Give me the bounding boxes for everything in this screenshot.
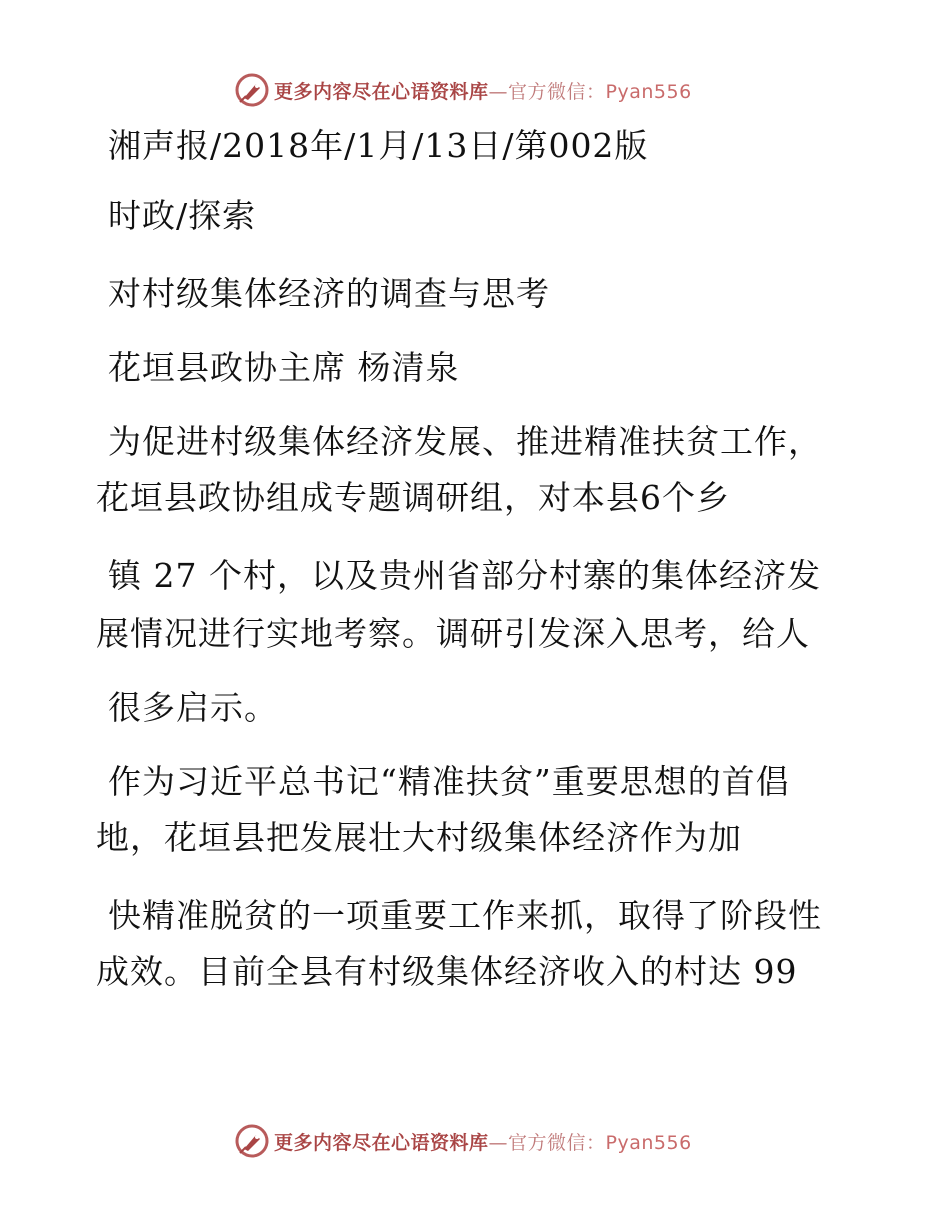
watermark-official: 官方微信： <box>508 80 606 103</box>
author-line: 花垣县政协主席 杨清泉 <box>108 348 460 387</box>
source-line: 湘声报/2018年/1月/13日/第002版 <box>108 126 649 165</box>
watermark-dash: — <box>488 80 509 103</box>
watermark-dash: — <box>488 1131 509 1154</box>
body-line: 作为习近平总书记“精准扶贫”重要思想的首倡 <box>108 762 790 801</box>
body-line: 很多启示。 <box>108 688 278 727</box>
article-title: 对村级集体经济的调查与思考 <box>108 274 550 313</box>
watermark-id: Pyan556 <box>605 1131 692 1154</box>
watermark-main: 更多内容尽在心语资料库 <box>274 1131 489 1154</box>
watermark-text <box>274 77 692 104</box>
body-line: 展情况进行实地考察。调研引发深入思考，给人 <box>96 614 810 653</box>
pen-nib-logo-icon <box>234 72 270 108</box>
body-line: 快精准脱贫的一项重要工作来抓，取得了阶段性 <box>108 896 822 935</box>
watermark-text <box>274 1128 692 1155</box>
footer-watermark <box>234 1121 692 1161</box>
body-line: 花垣县政协组成专题调研组，对本县6个乡 <box>96 478 730 517</box>
body-line: 镇 27 个村，以及贵州省部分村寨的集体经济发 <box>108 556 821 595</box>
body-line: 成效。目前全县有村级集体经济收入的村达 99 <box>96 952 798 991</box>
body-line: 为促进村级集体经济发展、推进精准扶贫工作， <box>108 422 822 461</box>
section-label: 时政/探索 <box>108 196 257 235</box>
watermark-official: 官方微信： <box>508 1131 606 1154</box>
pen-nib-logo-icon <box>234 1123 270 1159</box>
body-line: 地，花垣县把发展壮大村级集体经济作为加 <box>96 818 742 857</box>
header-watermark <box>234 70 692 110</box>
watermark-id: Pyan556 <box>605 80 692 103</box>
watermark-main: 更多内容尽在心语资料库 <box>274 80 489 103</box>
